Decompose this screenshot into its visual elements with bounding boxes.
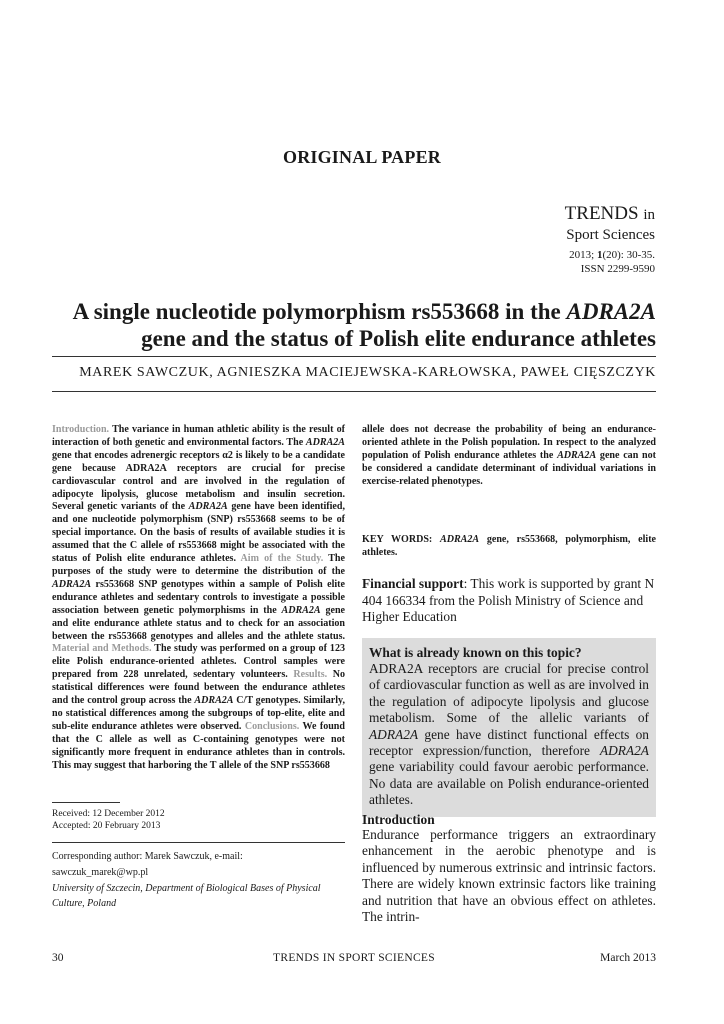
dates-rule bbox=[52, 802, 120, 803]
journal-name: TRENDS bbox=[564, 203, 639, 224]
known-topic-heading: What is already known on this topic? bbox=[369, 645, 582, 660]
page-number: 30 bbox=[52, 952, 64, 964]
keywords: KEY WORDS: ADRA2A gene, rs553668, polymorphism, elite athletes. bbox=[362, 534, 656, 558]
author-list: MAREK SAWCZUK, AGNIESZKA MACIEJEWSKA-KARŁOWSKA, PAWEŁ CIĘSZCZYK bbox=[79, 365, 656, 380]
authors-rule bbox=[52, 391, 656, 392]
journal-subtitle: Sport Sciences bbox=[566, 227, 655, 243]
affiliation: University of Szczecin, Department of Biological Bases of Physical Culture, Poland bbox=[52, 882, 321, 910]
known-topic-text: ADRA2A receptors are crucial for precise control of cardiovascular function as well as are involved in the regulation of adipocyte lipolysis and glucose metabolism. Some of the allelic variants of ADRA2A gene have distinct functional effects on receptor expression/function, therefore ADRA2A gene variability could favour aerobic performance. No data are available on Polish endurance-oriented athletes. bbox=[369, 661, 649, 808]
abstract-right-column: allele does not decrease the probability of being an endurance-oriented athlete in the Polish population. In respect to the analyzed population of Polish endurance athletes the ADRA2A gene can not be considered a candidate determinant of individual variations in exercise-related phenotypes. bbox=[362, 424, 656, 487]
title-rule bbox=[52, 356, 656, 357]
correspondence-rule bbox=[52, 842, 345, 843]
section-label: ORIGINAL PAPER bbox=[283, 147, 441, 167]
received-dates: Received: 12 December 2012 Accepted: 20 February 2013 bbox=[52, 809, 165, 831]
journal-masthead bbox=[565, 203, 655, 276]
abstract-left-column: Introduction. The variance in human athletic ability is the result of interaction of both genetic and environmental factors. The ADRA2A gene that encodes adrenergic receptors α2 is likely to be a candidate gene because ADRA2A receptors are crucial for precise cardiovascular control and are involved in the regulation of adipocyte lipolysis, glucose metabolism and insulin secretion. Several genetic variants of the ADRA2A gene have been identified, and one nucleotide polymorphism (SNP) rs553668 seems to be of special importance. On the basis of results of available studies it is assumed that the C allele of rs553668 might be associated with the status of Polish elite endurance athletes. Aim of the Study. The purposes of the study were to determine the distribution of the ADRA2A rs553668 SNP genotypes within a sample of Polish elite endurance athletes and sedentary controls to investigate a possible association between genetic polymorphisms in the ADRA2A gene and elite endurance athlete status and to check for an association between the rs553668 genotypes and alleles and the athlete status. Material and Methods. The study was performed on a group of 123 elite Polish endurance-oriented athletes. Control samples were prepared from 228 unrelated, sedentary volunteers. Results. No statistical differences were found between the endurance athletes and the control group across the ADRA2A C/T genotypes. Similarly, no statistical differences among the subgroups of top-elite, elite and sub-elite endurance athletes were observed. Conclusions. We found that the C allele as well as C-containing genotypes were not significantly more frequent in endurance athletes than in controls. This may suggest that harboring the T allele of the SNP rs553668 bbox=[52, 424, 345, 771]
footer-date: March 2013 bbox=[600, 952, 656, 964]
correspondence: Corresponding author: Marek Sawczuk, e-mail: sawczuk_marek@wp.pl University of Szczecin, Department of Biological Bases of Physical Culture, Poland bbox=[52, 849, 345, 912]
footer-journal: TRENDS IN SPORT SCIENCES bbox=[273, 952, 435, 964]
journal-in: in bbox=[643, 207, 655, 223]
known-topic-box bbox=[362, 638, 656, 817]
introduction-heading: Introduction bbox=[362, 812, 435, 827]
email-link[interactable]: sawczuk_marek@wp.pl bbox=[52, 866, 149, 878]
financial-support: Financial support: This work is supported by grant N 404 166334 from the Polish Ministry of Science and Higher Education bbox=[362, 576, 655, 624]
introduction-text: Endurance performance triggers an extraordinary enhancement in the aerobic phenotype and is influenced by numerous extrinsic and intrinsic factors. There are widely known extrinsic factors like training and nutrition that have an obvious effect on athletes. The intrin- bbox=[362, 827, 656, 925]
paper-title: A single nucleotide polymorphism rs553668 in the ADRA2A gene and the status of Polish elite endurance athletes bbox=[72, 299, 656, 351]
citation: 2013; 1(20): 30-35. bbox=[569, 249, 655, 261]
issn: ISSN 2299-9590 bbox=[580, 263, 655, 275]
